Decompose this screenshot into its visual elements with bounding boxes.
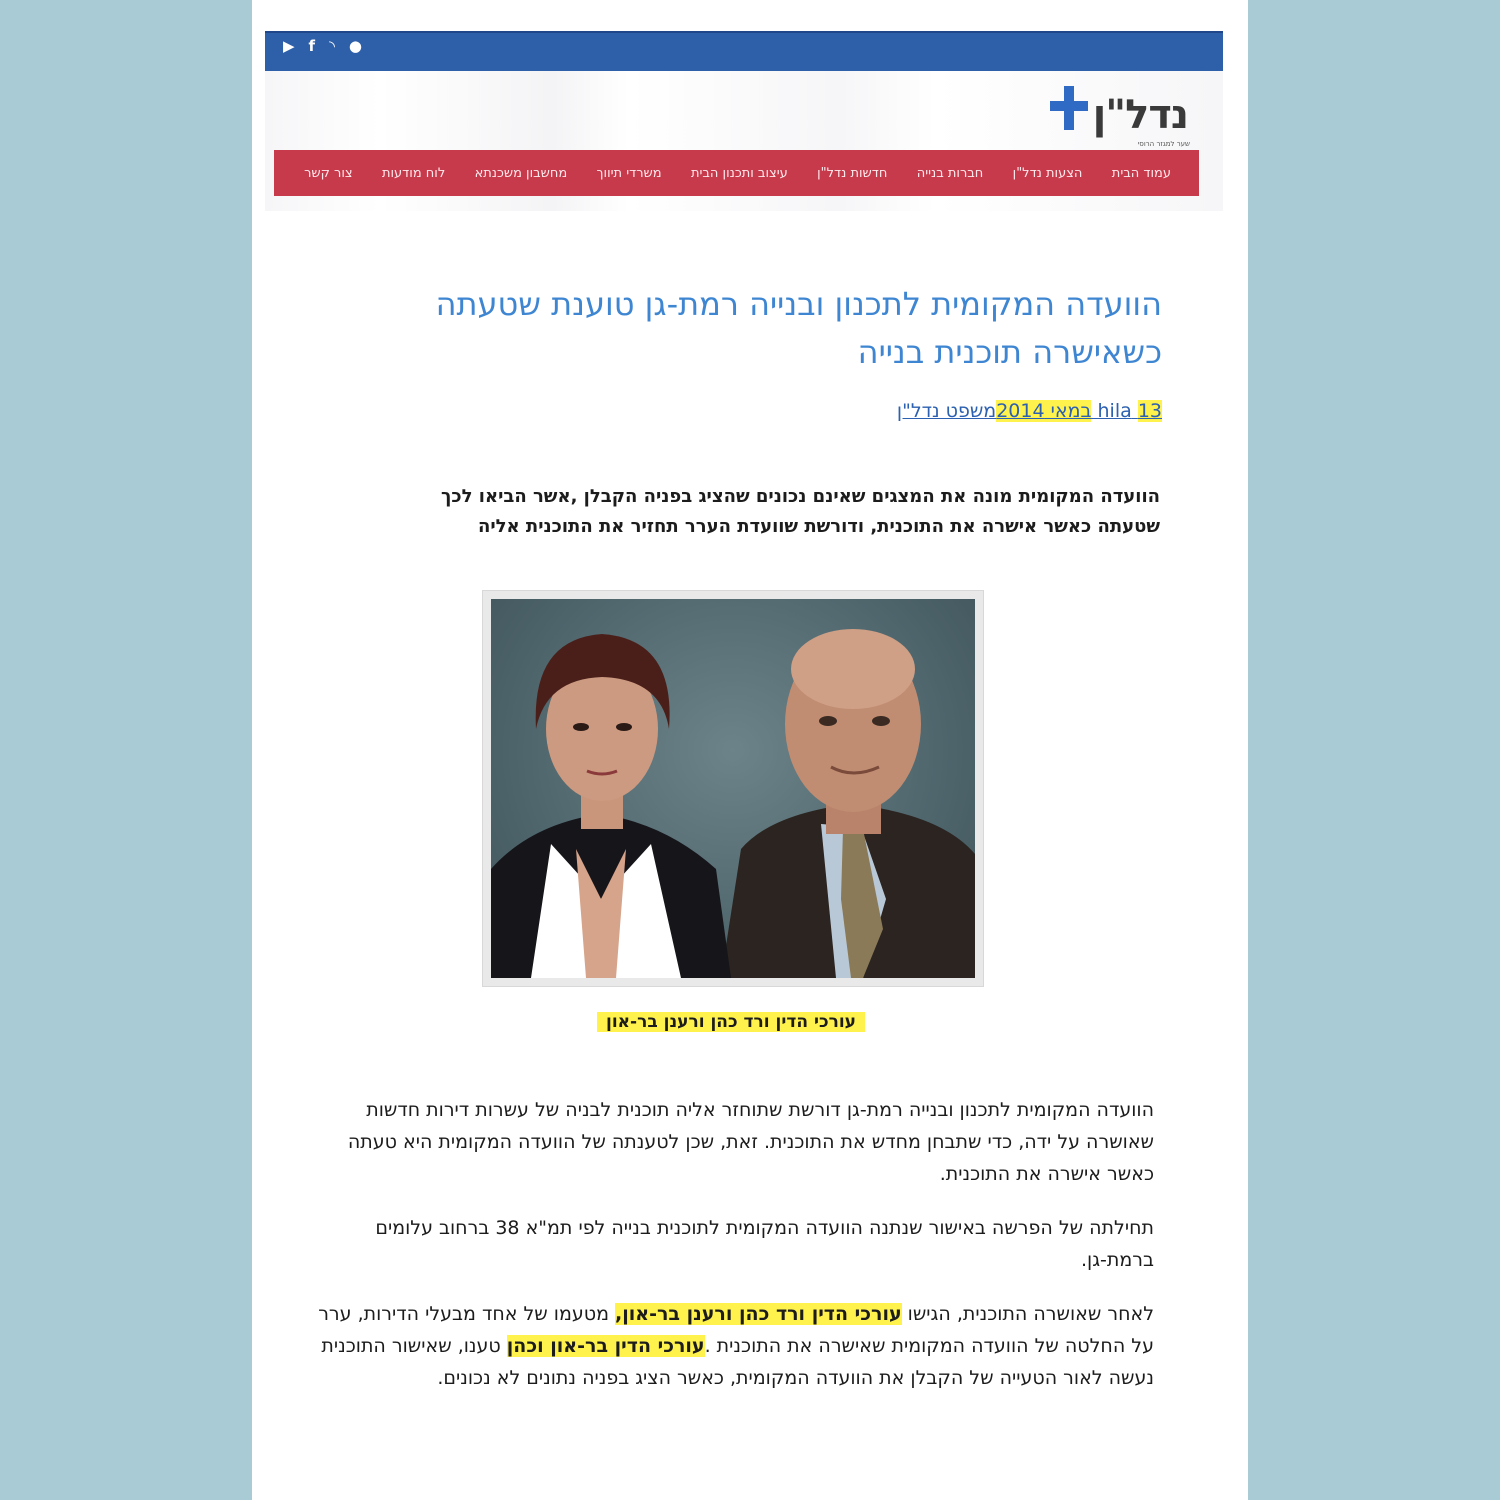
- main-nav: [274, 150, 1199, 196]
- article-paragraph-2: תחילתה של הפרשה באישור שנתנה הוועדה המקומית לתוכנית בנייה לפי תמ"א 38 ברחוב עלומים ברמת-גן.: [375, 1217, 1154, 1271]
- article-paragraph-3: [312, 1298, 1154, 1394]
- social-bar: [265, 31, 1223, 71]
- logo-text: נדל"ן: [1092, 92, 1188, 138]
- facebook-icon[interactable]: f: [308, 37, 316, 55]
- nav-item-agencies[interactable]: משרדי תיווך: [596, 165, 662, 181]
- site-logo[interactable]: [1058, 86, 1198, 152]
- scanned-page: [252, 0, 1248, 1500]
- paragraph-3-text-e: טענו, שאישור התוכנית נעשה לאור הטעייה של הקבלן את הוועדה המקומית, כאשר הציג בפניה נתונים לא נכונים.: [321, 1335, 1154, 1389]
- nav-item-board[interactable]: לוח מודעות: [381, 165, 446, 181]
- nav-item-news[interactable]: חדשות נדל"ן: [817, 165, 888, 181]
- youtube-icon[interactable]: ▶: [283, 37, 295, 55]
- highlight-lawyers-short: עורכי הדין בר-און וכהן: [506, 1335, 705, 1357]
- photo-caption: עורכי הדין ורד כהן ורענן בר-און: [597, 1012, 865, 1032]
- article-lead: הוועדה המקומית מונה את המצגים שאינם נכונים שהציג בפניה הקבלן ,אשר הביאו לכך שטעתה כאשר אישרה את התוכנית, ודורשת שוועדת הערר תחזיר את התוכנית אליה: [441, 486, 1160, 537]
- article-photo-frame: [482, 590, 984, 987]
- byline-author[interactable]: hila: [1097, 400, 1132, 422]
- paragraph-3-text-a: לאחר שאושרה התוכנית, הגישו: [901, 1303, 1154, 1325]
- nav-item-companies[interactable]: חברות בנייה: [916, 165, 984, 181]
- nav-item-mortgage[interactable]: מחשבון משכנתא: [474, 165, 568, 181]
- nav-item-design[interactable]: עיצוב ותכנון הבית: [690, 165, 788, 181]
- article-photo: [491, 599, 975, 978]
- byline-date[interactable]: במאי 2014: [996, 400, 1092, 422]
- highlight-lawyers-names: עורכי הדין ורד כהן ורענן בר-און,: [615, 1303, 902, 1325]
- logo-tagline: שער למגזר הרוסי: [1137, 140, 1190, 148]
- paragraph-3-text-c: מטעמו של אחד מבעלי הדירות, ערר על החלטה של הוועדה המקומית שאישרה את התוכנית .: [318, 1303, 1154, 1357]
- rss-icon[interactable]: ◝: [329, 37, 335, 55]
- social-icons: [283, 37, 362, 55]
- article-title: הוועדה המקומית לתכנון ובנייה רמת-גן טוענת שטעתה כשאישרה תוכנית בנייה: [435, 285, 1162, 371]
- article-paragraph-1: הוועדה המקומית לתכנון ובנייה רמת-גן דורשת שתוחזר אליה תוכנית לבניה של עשרות דירות חדשות שאושרה על ידה, כדי שתבחן מחדש את התוכנית. זאת, שכן לטענתה של הוועדה המקומית היא טעתה כאשר אישרה את התוכנית.: [347, 1099, 1154, 1185]
- byline-category[interactable]: משפט נדל"ן: [896, 400, 997, 422]
- article-byline: [792, 400, 1162, 422]
- nav-item-home[interactable]: עמוד הבית: [1111, 165, 1171, 181]
- user-icon[interactable]: ●: [348, 37, 362, 55]
- nav-item-offers[interactable]: הצעות נדל"ן: [1012, 165, 1083, 181]
- lawyers-portrait-image: [491, 599, 975, 978]
- nav-item-contact[interactable]: צור קשר: [304, 165, 353, 181]
- logo-plus-icon-bar: [1050, 101, 1088, 111]
- byline-day[interactable]: 13: [1137, 400, 1162, 422]
